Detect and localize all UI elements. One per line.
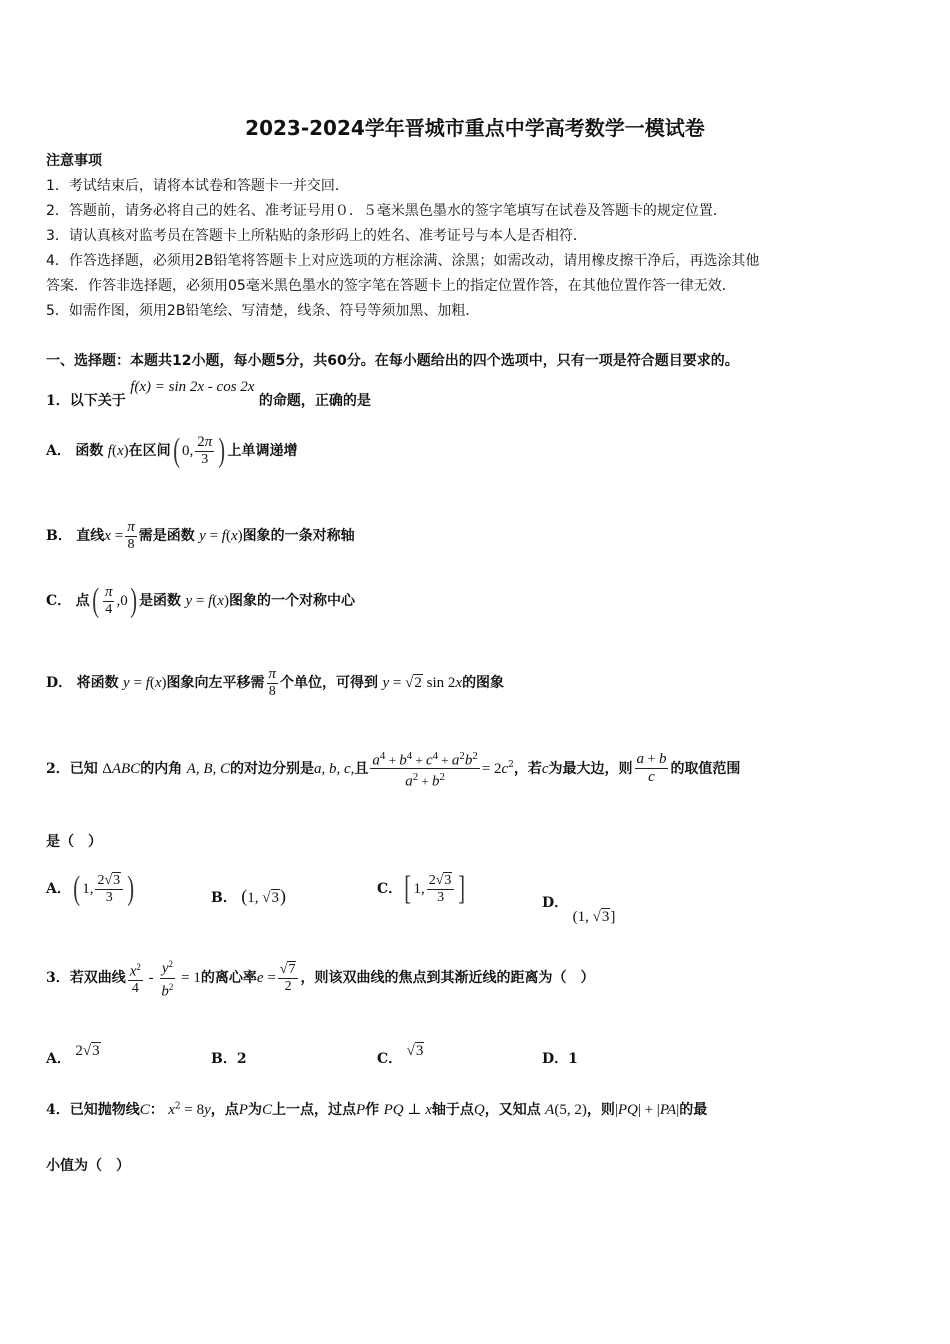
q4-text6: 轴于点 <box>431 1102 474 1118</box>
q2-text7: 是（ ） <box>46 834 102 850</box>
question-3: 3．若双曲线 $\frac{x^2}{4}$ - $\frac{y^2}{b^2}$ = 1的离心率e = $\frac{√7}{2}$ ，则该双曲线的焦点到其渐近线的距离为（ ） <box>46 956 594 1000</box>
q3-text1: 的离心率 <box>200 970 257 987</box>
q1-a-text1: 函数 <box>75 443 104 459</box>
section-heading: 一、选择题：本题共12小题，每小题5分，共60分。在每小题给出的四个选项中，只有一项是符合题目要求的。 <box>46 353 739 369</box>
q3-option-d: D．1 <box>542 1051 578 1067</box>
q2-option-a: A．( 1, $\frac{2√3}{3}$ ) <box>46 870 135 907</box>
q2-text6: 的取值范围 <box>670 760 741 777</box>
q2-number: 2．已知 <box>46 760 98 777</box>
q2-text2: 的对边分别是 <box>230 760 314 777</box>
notice-item-4: 4．作答选择题，必须用2B铅笔将答题卡上对应选项的方框涂满、涂黑；如需改动，请用橡皮擦干净后，再选涂其他 <box>46 253 760 269</box>
q4-text8: ，则 <box>586 1102 615 1118</box>
q1-c-text2: 是函数 <box>139 593 182 609</box>
question-2: 2．已知 ΔABC的内角 A, B, C的对边分别是a, b, c,且 $\frac{a^4 + b^4 + c^4 + a^2b^2}{a^2 + b^2}$ = $2c^2$，若c为最大边，则 $\frac{a + b}{c}$ 的取值范围 <box>46 750 741 790</box>
q2-text3: 且 <box>354 760 369 777</box>
q2-c-label: C． <box>377 881 403 897</box>
q3-option-b: B．2 <box>211 1051 247 1067</box>
q1-d-text2: 图象向左平移需 <box>166 675 265 691</box>
q4-text1: ： <box>149 1102 164 1118</box>
q1-option-d: D． 将函数 y = f(x)图象向左平移需 $\frac{\pi}{8}$ 个单位，可得到 y = √2 sin 2x的图象 <box>46 666 505 699</box>
q2-text5: 为最大边，则 <box>548 760 633 777</box>
q1-b-text1: 直线 <box>76 528 105 544</box>
q1-b-label: B． <box>46 528 72 544</box>
notice-item-5: 5．如需作图，须用2B铅笔绘、写清楚，线条、符号等须加黑、加粗． <box>46 303 480 319</box>
q3-a-label: A． <box>46 1051 71 1067</box>
exam-title: 2023-2024学年晋城市重点中学高考数学一模试卷 <box>245 116 705 140</box>
q1-d-text1: 将函数 <box>76 675 119 691</box>
q2-d-label: D． <box>542 895 569 911</box>
q3-text2: ，则该双曲线的焦点到其渐近线的距离为（ ） <box>300 970 595 987</box>
q1-tail: 的命题，正确的是 <box>258 393 371 409</box>
q2-b-label: B． <box>211 890 237 906</box>
notice-item-2: 2．答题前，请务必将自己的姓名、准考证号用０．５毫米黑色墨水的签字笔填写在试卷及答题卡的规定位置． <box>46 203 727 219</box>
q2-option-b: B． (1, √3) <box>211 886 287 906</box>
q1-c-text3: 图象的一个对称中心 <box>228 593 355 609</box>
q3-c-label: C． <box>377 1051 403 1067</box>
q1-option-a: A． 函数 f(x)在区间( 0, $\frac{2\pi}{3}$ ) 上单调递增 <box>46 432 298 469</box>
notice-item-4-cont: 答案．作答非选择题，必须用05毫米黑色墨水的签字笔在答题卡上的指定位置作答，在其他位置作答一律无效． <box>46 278 736 294</box>
q1-option-c: C． 点( $\frac{\pi}{4}$ ,0) 是函数 y = f(x)图象的一个对称中心 <box>46 582 355 619</box>
q1-a-text3: 上单调递增 <box>227 443 298 459</box>
q3-option-c: C． √3 <box>377 1043 424 1067</box>
q1-c-text1: 点 <box>75 593 90 609</box>
notice-item-3: 3．请认真核对监考员在答题卡上所粘贴的条形码上的姓名、准考证号与本人是否相符． <box>46 228 587 244</box>
q2-option-c: C．[ 1, $\frac{2√3}{3}$ ] <box>377 870 466 907</box>
q2-text4: ，若 <box>513 760 542 777</box>
q1-a-text2: 在区间 <box>128 443 171 459</box>
q1-d-label: D． <box>46 675 73 691</box>
q2-text1: 的内角 <box>140 760 183 777</box>
q1-b-text2: 需是函数 <box>138 528 195 544</box>
q4-text2: ，点 <box>210 1102 239 1118</box>
q1-formula: f(x) = sin 2x - cos 2x <box>130 379 255 395</box>
q2-a-label: A． <box>46 881 71 897</box>
q1-d-text3: 个单位，可得到 <box>280 675 379 691</box>
q1-b-text3: 图象的一条对称轴 <box>242 528 355 544</box>
q1-c-label: C． <box>46 593 72 609</box>
q2-option-d: D． (1, √3] <box>542 895 616 925</box>
q4-text4: 上一点，过点 <box>271 1102 356 1118</box>
notice-item-1: 1．考试结束后，请将本试卷和答题卡一并交回． <box>46 178 349 194</box>
q4-text3: 为 <box>247 1102 262 1118</box>
q4-text7: ，又知点 <box>484 1102 541 1118</box>
q1-number: 1．以下关于 <box>46 393 126 409</box>
q1-a-label: A． <box>46 443 71 459</box>
q4-text10: 小值为（ ） <box>46 1158 130 1174</box>
notice-heading: 注意事项 <box>46 153 102 169</box>
q3-option-a: A． 2√3 <box>46 1043 100 1067</box>
q1-d-text4: 的图象 <box>462 675 505 691</box>
question-1 <box>46 376 371 409</box>
q4-text5: 作 <box>365 1102 380 1118</box>
q3-number: 3．若双曲线 <box>46 970 126 987</box>
question-4: 4．已知抛物线C： $x^2 = 8y$，点P为C上一点，过点P作 PQ ⊥ x轴于点Q，又知点 A(5, 2)，则|PQ| + |PA|的最 <box>46 1101 708 1118</box>
q4-text9: 的最 <box>679 1102 708 1118</box>
q4-number: 4．已知抛物线 <box>46 1102 140 1118</box>
q1-option-b: B． 直线x = $\frac{\pi}{8}$ 需是函数 y = f(x)图象的一条对称轴 <box>46 519 355 552</box>
